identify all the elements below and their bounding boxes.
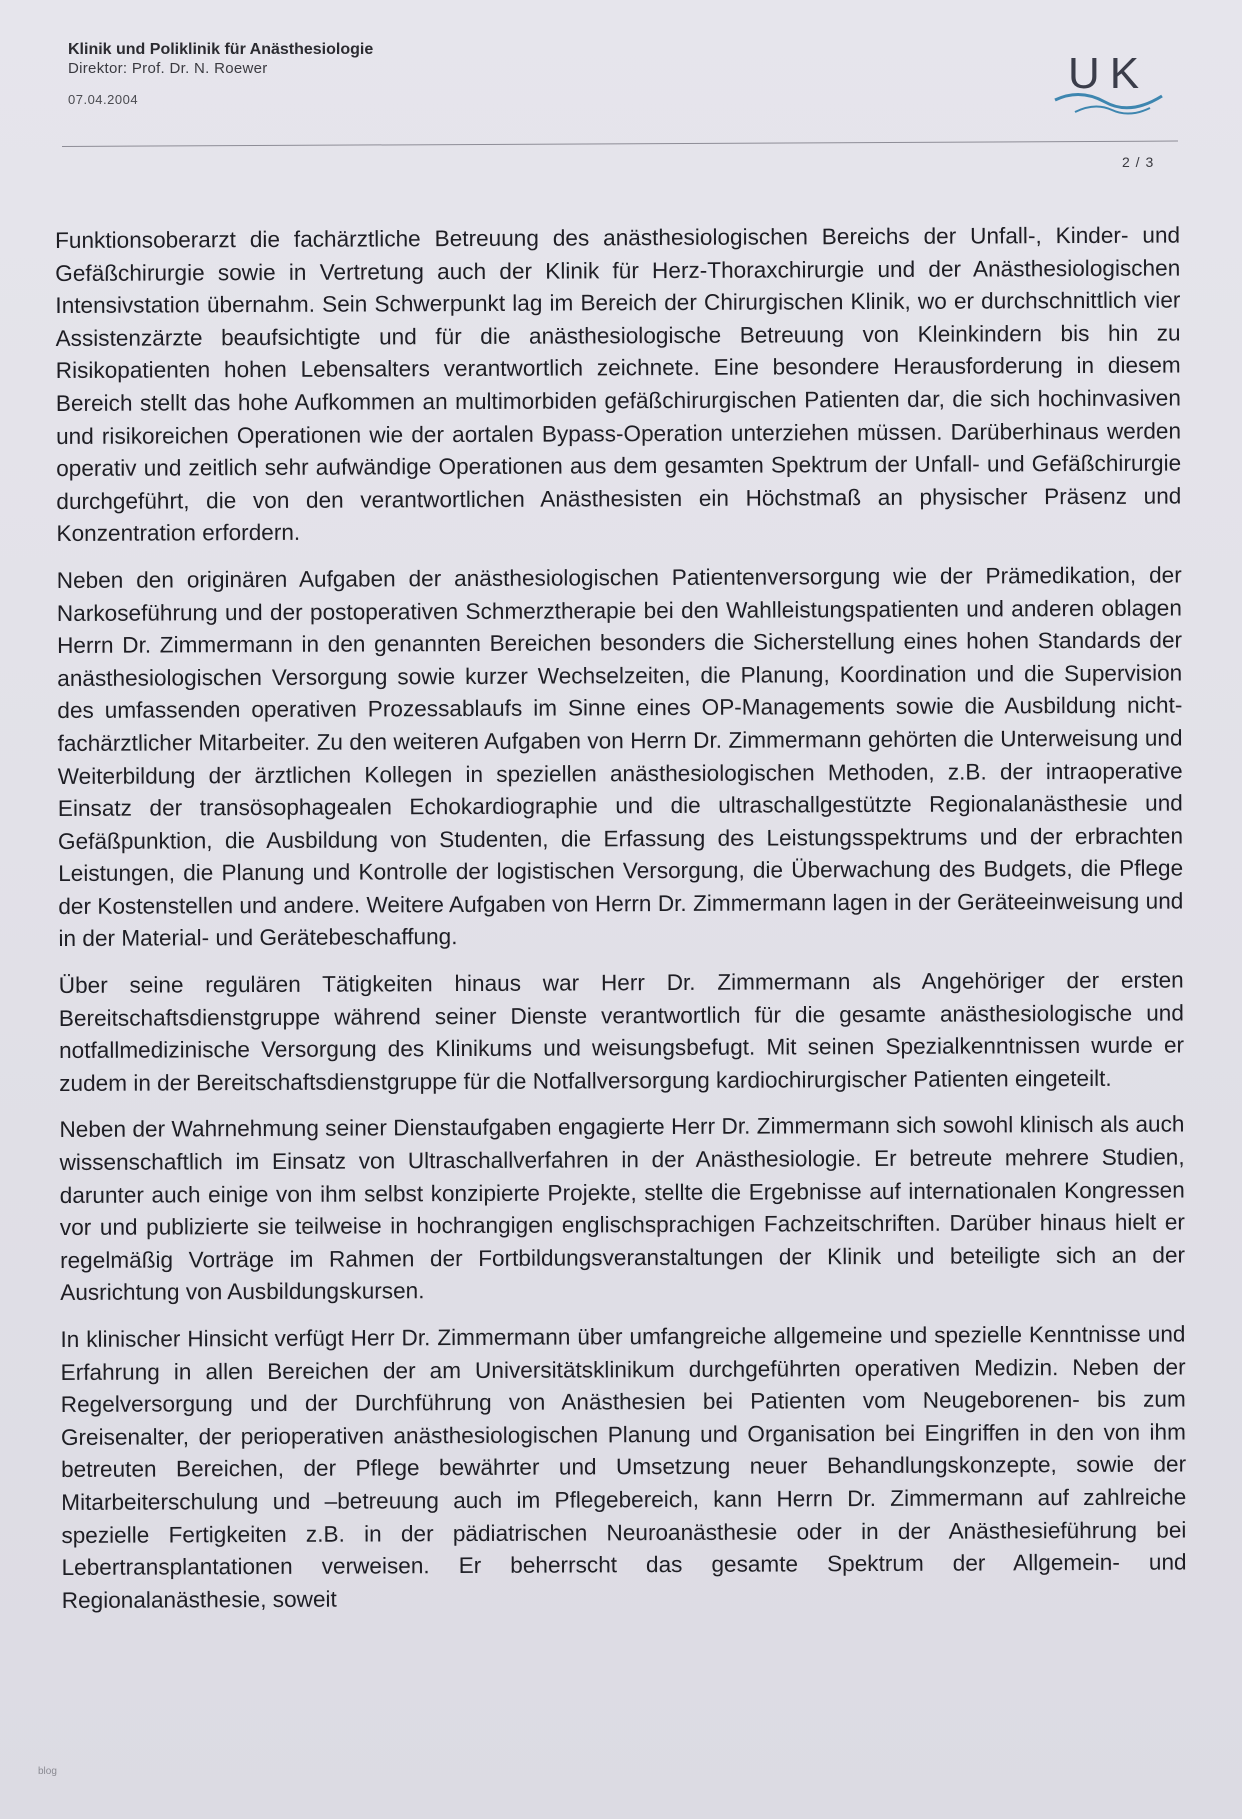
header-divider (62, 141, 1178, 147)
watermark: blog (38, 1766, 57, 1777)
ukw-logo (1050, 30, 1170, 125)
paragraph-1: Funktionsoberarzt die fachärztliche Betreuung des anästhesiologischen Bereichs der Unfall-, Kinder- und Gefäßchirurgie sowie in Vertretung auch der Klinik für Herz-Thoraxchirurgie und der Anästhesiologischen Intensivstation übernahm. Sein Schwerpunkt lag im Bereich der Chirurgischen Klinik, wo er durchschnittlich vier Assistenzärzte beaufsichtigte und für die anästhesiologische Betreuung von Kleinkindern bis hin zu Risikopatienten hohen Lebensalters verantwortlich zeichnete. Eine besondere Herausforderung in diesem Bereich stellt das hohe Aufkommen an multimorbiden gefäßchirurgischen Patienten dar, die sich hochinvasiven und risikoreichen Operationen wie der aortalen Bypass-Operation unterziehen müssen. Darüberhinaus werden operativ und zeitlich sehr aufwändige Operationen aus dem gesamten Spektrum der Unfall- und Gefäßchirurgie durchgeführt, die von den verantwortlichen Anästhesisten ein Höchstmaß an physischer Präsenz und Konzentration erfordern. (55, 222, 1182, 547)
paragraph-3: Über seine regulären Tätigkeiten hinaus war Herr Dr. Zimmermann als Angehöriger der ersten Bereitschaftsdienstgruppe während seiner Dienste verantwortlich für die gesamte anästhesiologische und notfallmedizinische Versorgung des Klinikums und weisungsbefugt. Mit seinen Spezialkenntnissen wurde er zudem in der Bereitschaftsdienstgruppe für die Notfallversorgung kardiochirurgischer Patienten eingeteilt. (58, 967, 1185, 1096)
letter-body (55, 220, 1187, 1632)
page-number: 2 / 3 (1122, 154, 1155, 170)
paragraph-2: Neben den originären Aufgaben der anästhesiologischen Patientenversorgung wie der Prämedikation, der Narkoseführung und der postoperativen Schmerztherapie bei den Wahlleistungspatienten und anderen oblagen Herrn Dr. Zimmermann in den genannten Bereichen besonders die Sicherstellung eines hohen Standards der anästhesiologischen Versorgung sowie kurzer Wechselzeiten, die Planung, Koordination und die Supervision des umfassenden operativen Prozessablaufs im Sinne eines OP-Managements sowie die Ausbildung nicht-fachärztlicher Mitarbeiter. Zu den weiteren Aufgaben von Herrn Dr. Zimmermann gehörten die Unterweisung und Weiterbildung der ärztlichen Kollegen in speziellen anästhesiologischen Methoden, z.B. der intraoperative Einsatz der transösophagealen Echokardiographie und die ultraschallgestützte Regionalanästhesie und Gefäßpunktion, die Ausbildung von Studenten, die Erfassung des Leistungsspektrums und der erbrachten Leistungen, die Planung und Kontrolle der logistischen Versorgung, die Überwachung des Budgets, die Pflege der Kostenstellen und andere. Weitere Aufgaben von Herrn Dr. Zimmermann lagen in der Geräteeinweisung und in der Material- und Gerätebeschaffung. (56, 562, 1184, 952)
director-line: Direktor: Prof. Dr. N. Roewer (68, 60, 268, 77)
letterhead (68, 40, 868, 107)
document-date: 07.04.2004 (68, 92, 139, 107)
paragraph-5: In klinischer Hinsicht verfügt Herr Dr. Zimmermann über umfangreiche allgemeine und spezielle Kenntnisse und Erfahrung in allen Bereichen der am Universitätsklinikum durchgeführten operativen Medizin. Neben der Regelversorgung und der Durchführung von Anästhesien bei Patienten vom Neugeborenen- bis zum Greisenalter, der perioperativen anästhesiologischen Planung und Organisation bei Eingriffen in den von ihm betreuten Bereichen, der Pflege bewährter und Umsetzung neuer Behandlungskonzepte, sowie der Mitarbeiterschulung und –betreuung auch im Pflegebereich, kann Herrn Dr. Zimmermann auf zahlreiche spezielle Fertigkeiten z.B. in der pädiatrischen Neuroanästhesie oder in der Anästhesieführung bei Lebertransplantationen verweisen. Er beherrscht das gesamte Spektrum der Allgemein- und Regionalanästhesie, soweit (60, 1321, 1187, 1613)
logo-text: UK (1068, 49, 1150, 98)
paragraph-4: Neben der Wahrnehmung seiner Dienstaufgaben engagierte Herr Dr. Zimmermann sich sowohl klinisch als auch wissenschaftlich im Einsatz von Ultraschallverfahren in der Anästhesiologie. Er betreute mehrere Studien, darunter auch einige von ihm selbst konzipierte Projekte, stellte die Ergebnisse auf internationalen Kongressen vor und publizierte sie teilweise in hochrangigen englischsprachigen Fachzeitschriften. Darüber hinaus hielt er regelmäßig Vorträge im Rahmen der Fortbildungsveranstaltungen der Klinik und beteiligte sich an der Ausrichtung von Ausbildungskursen. (59, 1111, 1186, 1306)
clinic-name: Klinik und Poliklinik für Anästhesiologie (68, 41, 374, 58)
